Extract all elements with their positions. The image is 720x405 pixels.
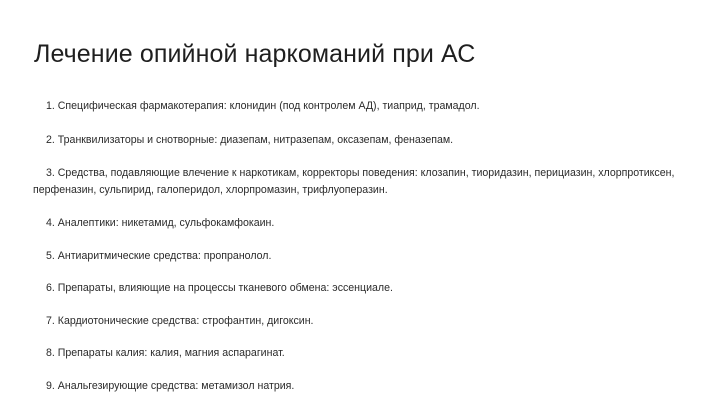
list-item: 5. Антиаритмические средства: пропранолол. [46,249,272,262]
slide-title: Лечение опийной наркоманий при АС [34,40,476,68]
list-item: 6. Препараты, влияющие на процессы тканевого обмена: эссенциале. [46,282,393,294]
list-item: 7. Кардиотонические средства: строфантин, дигоксин. [46,314,314,327]
list-item: 3. Средства, подавляющие влечение к наркотикам, корректоры поведения: клозапин, тиоридазин, перициазин, хлорпротиксен, перфеназин, сульпирид, галоперидол, хлорпромазин, трифлуоперазин. [33,167,675,196]
list-item: 4. Аналептики: никетамид, сульфокамфокаин. [46,217,275,229]
list-item: 2. Транквилизаторы и снотворные: диазепам, нитразепам, оксазепам, феназепам. [46,133,454,146]
list-item: 8. Препараты калия: калия, магния аспарагинат. [46,347,285,359]
list-item: 1. Специфическая фармакотерапия: клонидин (под контролем АД), тиаприд, трамадол. [46,100,480,112]
treatment-list [33,98,698,394]
list-item: 9. Анальгезирующие средства: метамизол натрия. [46,379,295,392]
